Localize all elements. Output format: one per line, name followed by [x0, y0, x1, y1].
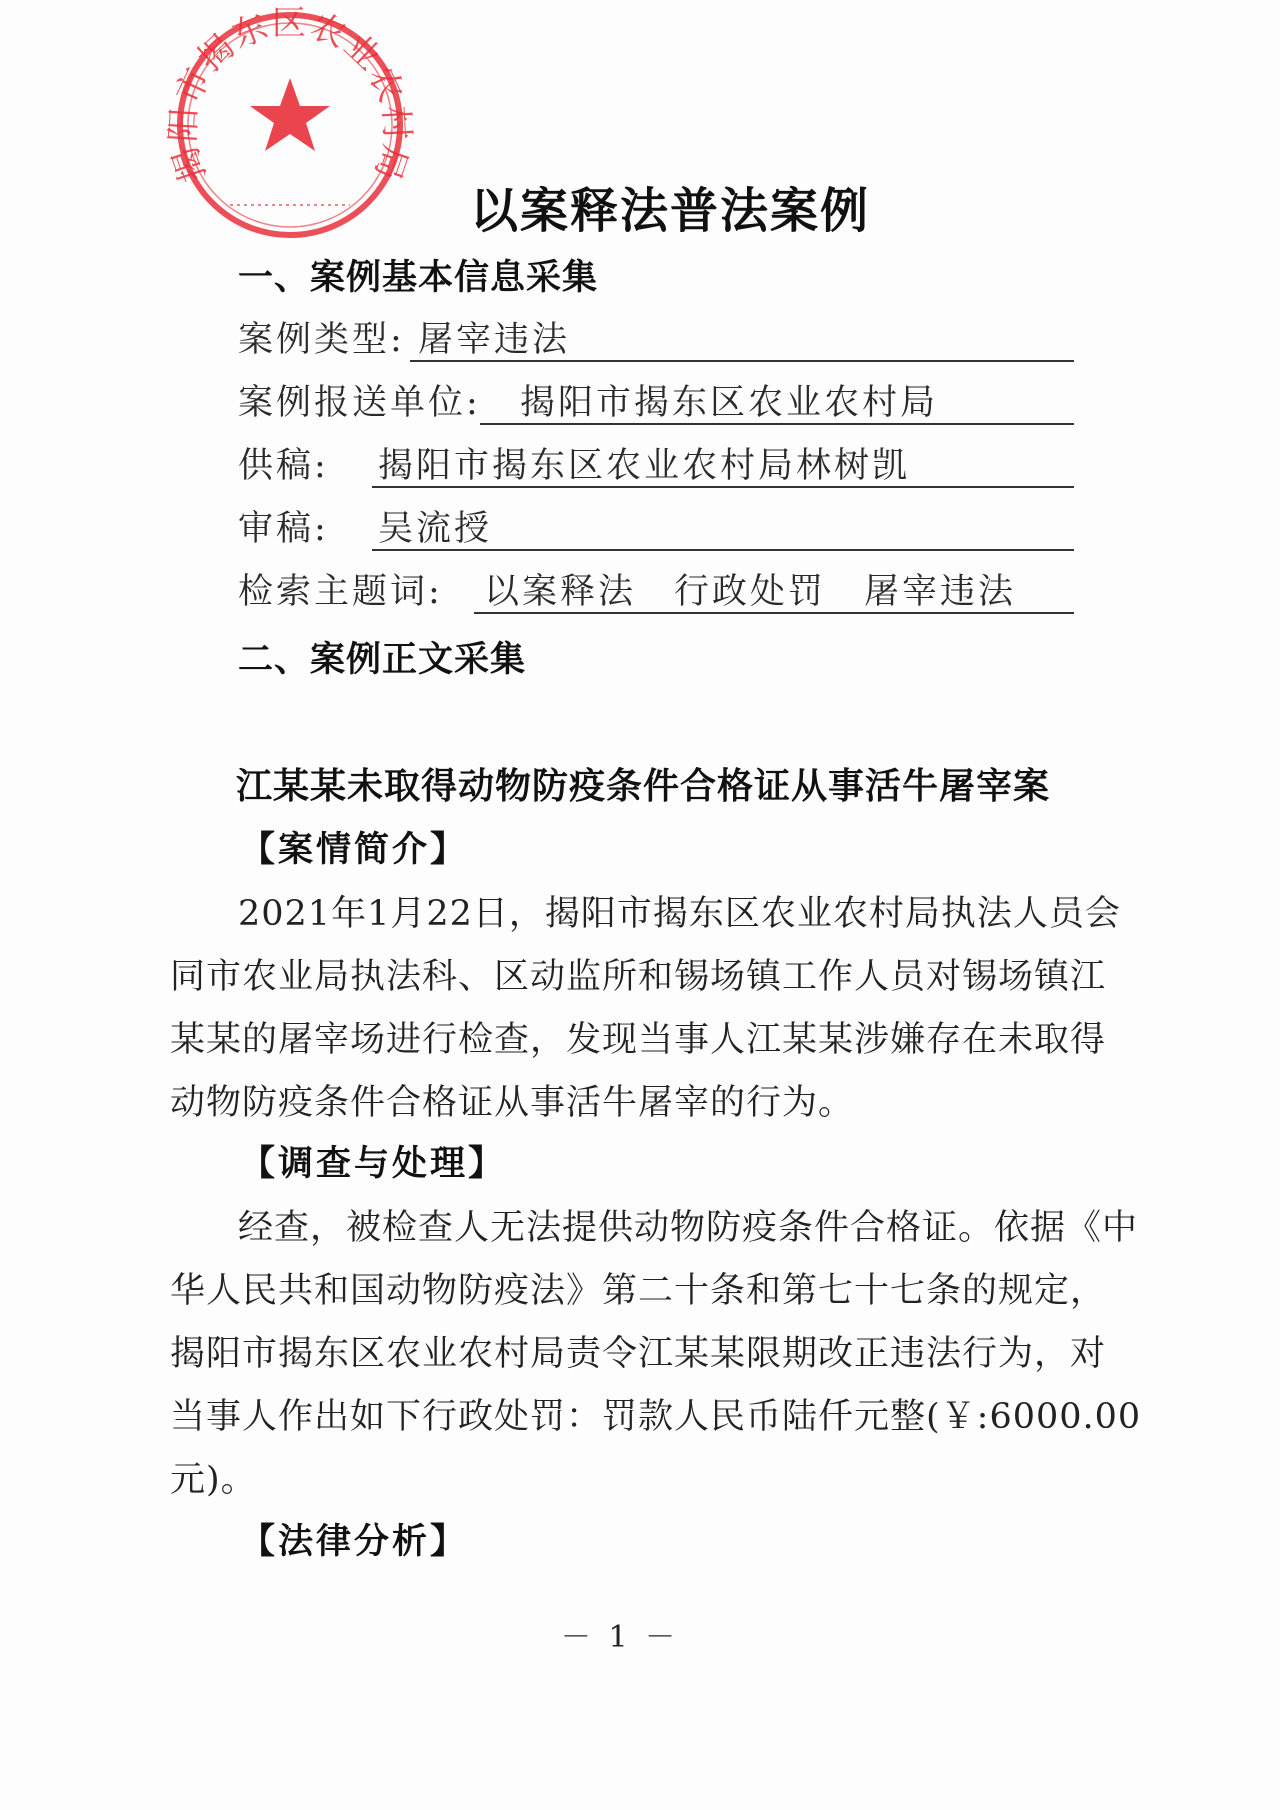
underline: [372, 549, 1074, 551]
seal-text: 揭阳市揭东区农业农村局: [163, 3, 417, 187]
field-value: 以案释法 行政处罚 屠宰违法: [484, 572, 1017, 612]
field-label: 案例类型:: [238, 320, 405, 360]
paragraph-line: 同市农业局执法科、区动监所和锡场镇工作人员对锡场镇江: [170, 957, 1107, 997]
underline: [474, 612, 1074, 614]
field-value: 揭阳市揭东区农业农村局: [520, 383, 939, 423]
field-reporting-unit: [238, 375, 1074, 427]
page-number: － 1 －: [560, 1620, 680, 1655]
paragraph-line: 动物防疫条件合格证从事活牛屠宰的行为。: [170, 1083, 855, 1123]
field-value: 揭阳市揭东区农业农村局林树凯: [378, 446, 911, 486]
case-title: 江某某未取得动物防疫条件合格证从事活牛屠宰案: [236, 765, 1051, 807]
underline: [480, 423, 1074, 425]
paragraph-line: 当事人作出如下行政处罚：罚款人民币陆仟元整(￥:6000.00: [170, 1397, 1142, 1437]
section-heading-case-text: 二、案例正文采集: [238, 639, 527, 680]
underline: [372, 486, 1074, 488]
official-seal: [160, 0, 420, 250]
seal-star-icon: [250, 78, 330, 151]
paragraph-line: 揭阳市揭东区农业农村局责令江某某限期改正违法行为，对: [170, 1334, 1107, 1374]
summary-heading: 【案情简介】: [240, 829, 469, 870]
field-keywords: [238, 564, 1074, 616]
investigation-heading: 【调查与处理】: [240, 1143, 507, 1184]
paragraph-line: 华人民共和国动物防疫法》第二十条和第七十七条的规定，: [170, 1271, 1107, 1311]
paragraph-line: 经查，被检查人无法提供动物防疫条件合格证。依据《中: [238, 1208, 1139, 1248]
field-case-type: [238, 312, 1074, 364]
document-title: 以案释法普法案例: [470, 183, 871, 239]
paragraph-line: 2021年1月22日，揭阳市揭东区农业农村局执法人员会: [238, 894, 1121, 934]
underline: [410, 360, 1074, 362]
field-contributor: [238, 438, 1074, 490]
field-label: 审稿:: [238, 509, 329, 549]
field-label: 案例报送单位:: [238, 383, 481, 423]
field-label: 供稿:: [238, 446, 329, 486]
field-label: 检索主题词:: [238, 572, 443, 612]
paragraph-line: 某某的屠宰场进行检查，发现当事人江某某涉嫌存在未取得: [170, 1020, 1107, 1060]
section-heading-basic-info: 一、案例基本信息采集: [238, 257, 599, 298]
analysis-heading: 【法律分析】: [240, 1521, 469, 1562]
field-value: 屠宰违法: [418, 320, 571, 360]
paragraph-line: 元)。: [170, 1460, 257, 1500]
field-value: 吴流授: [378, 509, 493, 549]
field-reviewer: [238, 501, 1074, 553]
